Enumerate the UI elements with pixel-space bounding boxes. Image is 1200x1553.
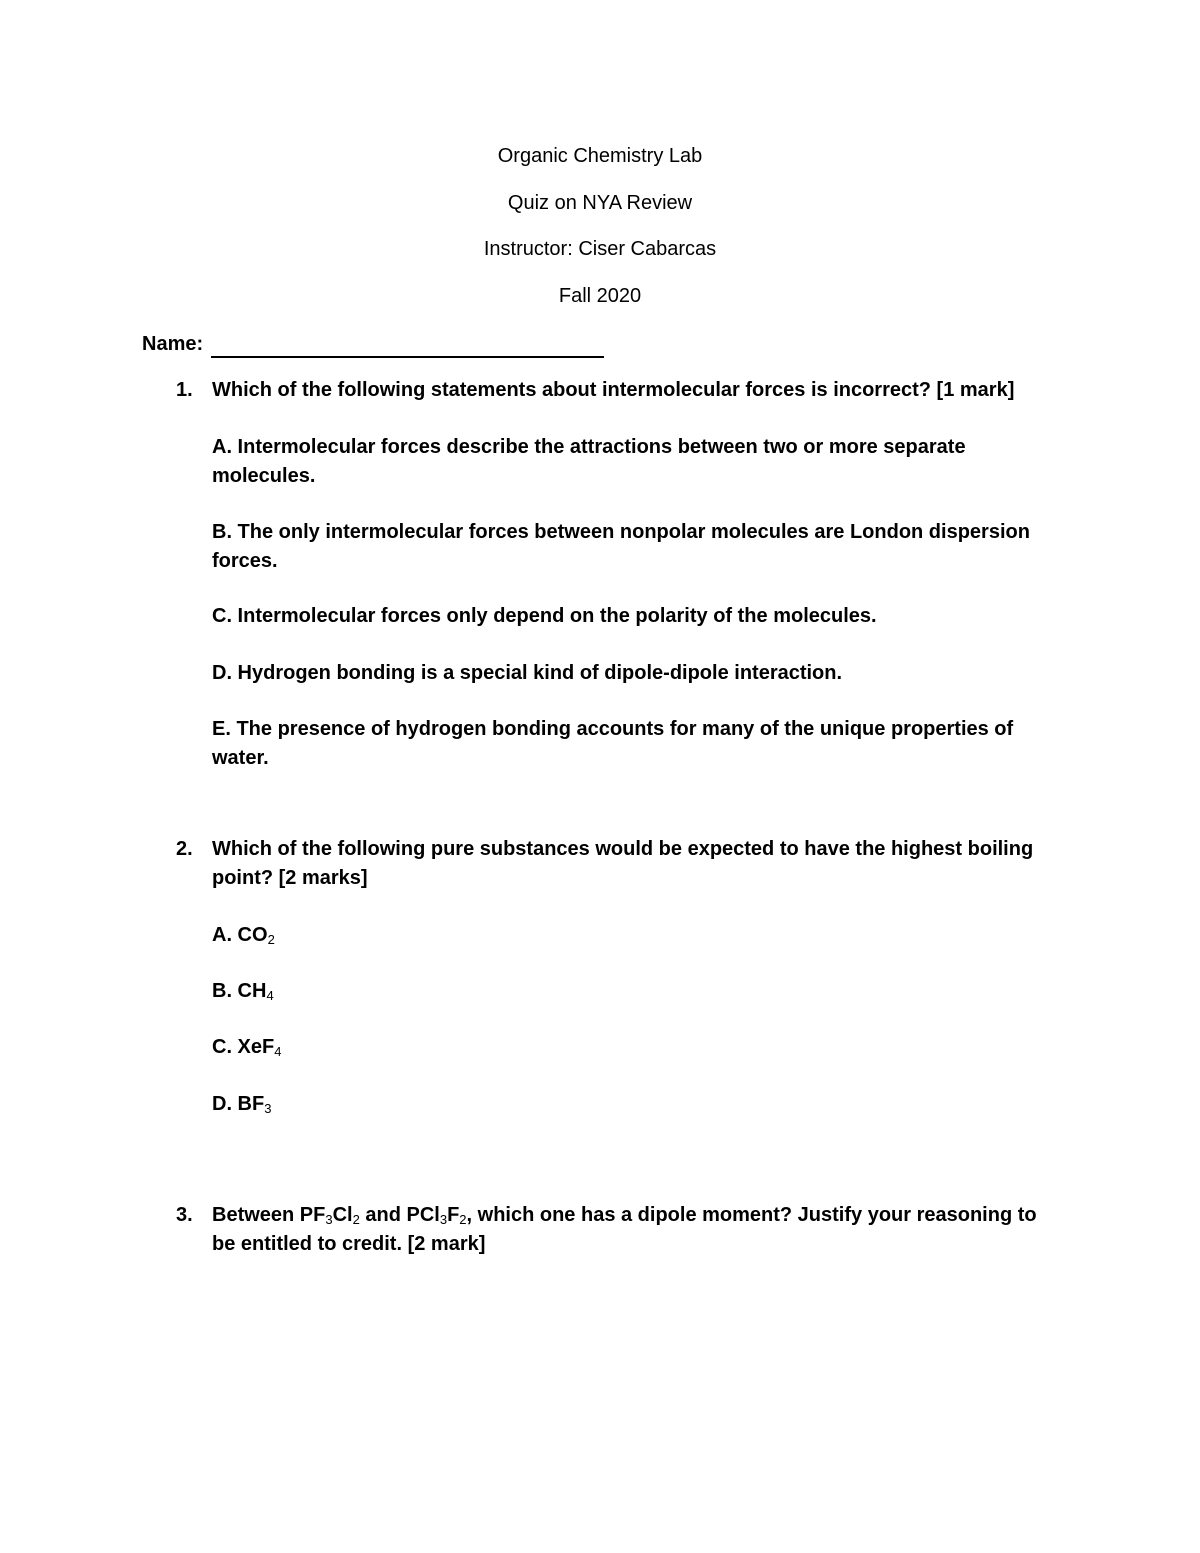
option-text: C. XeF	[212, 1036, 275, 1058]
option-text: D. BF	[212, 1093, 265, 1115]
term-line: Fall 2020	[558, 285, 642, 307]
subscript: 2	[459, 1212, 467, 1227]
question-3-text	[212, 1201, 1052, 1259]
question-1-option-b: B. The only intermolecular forces between nonpolar molecules are London dispersion forces.	[212, 521, 1030, 572]
subscript: 4	[266, 988, 274, 1003]
subscript: 2	[352, 1212, 360, 1227]
question-3-number: 3.	[176, 1204, 193, 1226]
question-2-number: 2.	[176, 838, 193, 860]
quiz-title: Quiz on NYA Review	[507, 192, 693, 214]
subscript: 3	[264, 1101, 272, 1116]
q3-part: Between PF	[212, 1204, 326, 1226]
q3-part: and PCl	[359, 1204, 440, 1226]
question-1-number: 1.	[176, 379, 193, 401]
question-1-option-d: D. Hydrogen bonding is a special kind of dipole-dipole interaction.	[212, 662, 843, 684]
question-2-option-b	[212, 977, 1042, 1006]
question-1-text: Which of the following statements about intermolecular forces is incorrect? [1 mark]	[212, 379, 1015, 401]
name-blank-line[interactable]	[211, 336, 604, 358]
question-2-text: Which of the following pure substances would be expected to have the highest boiling point? [2 marks]	[212, 838, 1034, 889]
instructor-line: Instructor: Ciser Cabarcas	[483, 238, 717, 260]
course-title: Organic Chemistry Lab	[497, 145, 703, 167]
subscript: 4	[274, 1044, 282, 1059]
question-1-option-c: C. Intermolecular forces only depend on the polarity of the molecules.	[212, 605, 877, 627]
name-field-row	[142, 330, 604, 358]
option-text: B. CH	[212, 980, 267, 1002]
question-2-option-d	[212, 1090, 1042, 1119]
q3-part: , which one has a dipole moment? Justify your reasoning to be entitled to credit. [2 mark]	[212, 1204, 1037, 1255]
question-2-option-c	[212, 1033, 1042, 1062]
option-text: A. CO	[212, 924, 268, 946]
question-1-option-e: E. The presence of hydrogen bonding accounts for many of the unique properties of water.	[212, 718, 1014, 769]
q3-part: F	[447, 1204, 460, 1226]
question-2-option-a	[212, 921, 1042, 950]
subscript: 2	[267, 932, 275, 947]
question-1-option-a: A. Intermolecular forces describe the attractions between two or more separate molecules.	[212, 436, 966, 487]
subscript: 3	[439, 1212, 448, 1227]
subscript: 3	[325, 1212, 333, 1227]
q3-part: Cl	[332, 1204, 353, 1226]
name-label: Name:	[142, 333, 204, 355]
